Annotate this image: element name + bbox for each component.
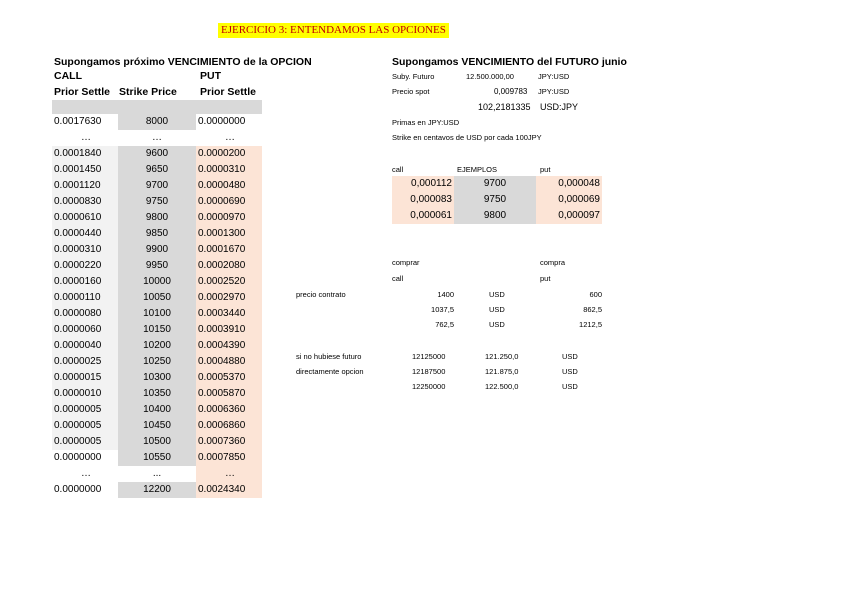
- contract-put-value: 600: [589, 290, 602, 299]
- call-cell: 0.0001450: [52, 162, 118, 178]
- put-label: PUT: [200, 70, 221, 82]
- example-put-cell: 0,000097: [536, 208, 602, 224]
- strike-cell: 10000: [118, 274, 196, 290]
- put-cell: 0.0003910: [196, 322, 262, 338]
- table-row: [52, 482, 262, 498]
- table-row: [52, 210, 262, 226]
- table-row: [392, 176, 602, 192]
- left-heading: Supongamos próximo VENCIMIENTO de la OPCION: [54, 56, 312, 68]
- sin-futuro-label: si no hubiese futuro: [296, 352, 362, 361]
- put-cell: 0.0024340: [196, 482, 262, 498]
- table-row: [52, 114, 262, 130]
- options-table: [52, 100, 262, 498]
- table-row: [392, 208, 602, 224]
- strike-cell: 10250: [118, 354, 196, 370]
- call-cell: 0.0017630: [52, 114, 118, 130]
- put-cell: 0.0007850: [196, 450, 262, 466]
- call-cell: 0.0000010: [52, 386, 118, 402]
- suby-unit: JPY:USD: [538, 72, 570, 81]
- direct-usd-value: 121.875,0: [485, 367, 519, 376]
- contract-unit: USD: [489, 305, 505, 314]
- call-cell: 0.0000005: [52, 434, 118, 450]
- direct-jpy-value: 12125000: [412, 352, 446, 361]
- strike-note: Strike en centavos de USD por cada 100JPY: [392, 133, 542, 142]
- spot-inverse-unit: USD:JPY: [540, 102, 579, 112]
- table-row: [52, 162, 262, 178]
- call-cell: …: [52, 466, 118, 482]
- put-cell: 0.0000690: [196, 194, 262, 210]
- put-cell: 0.0002080: [196, 258, 262, 274]
- strike-cell: 8000: [118, 114, 196, 130]
- put-cell: …: [196, 466, 262, 482]
- put-cell: 0.0004390: [196, 338, 262, 354]
- example-call-cell: 0,000083: [392, 192, 454, 208]
- call-cell: 0.0000110: [52, 290, 118, 306]
- put-cell: 0.0006360: [196, 402, 262, 418]
- strike-cell: 10550: [118, 450, 196, 466]
- call-cell: 0.0000005: [52, 402, 118, 418]
- col-strike-header: Strike Price: [119, 86, 177, 98]
- table-row: [52, 242, 262, 258]
- strike-cell: 10450: [118, 418, 196, 434]
- table-row: [52, 178, 262, 194]
- spot-value: 0,009783: [494, 87, 528, 96]
- direct-usd-value: 121.250,0: [485, 352, 519, 361]
- put-cell: 0.0006860: [196, 418, 262, 434]
- contract-put-value: 862,5: [583, 305, 602, 314]
- put-cell: 0.0002520: [196, 274, 262, 290]
- table-spacer-row: [52, 100, 262, 114]
- precio-contrato-label: precio contrato: [296, 290, 346, 299]
- table-row: [52, 146, 262, 162]
- examples-title: EJEMPLOS: [457, 165, 498, 174]
- call-cell: 0.0000060: [52, 322, 118, 338]
- examples-call-label: call: [392, 165, 404, 174]
- example-put-cell: 0,000048: [536, 176, 602, 192]
- strike-cell: 9850: [118, 226, 196, 242]
- strike-cell: 10500: [118, 434, 196, 450]
- table-row: [52, 338, 262, 354]
- example-put-cell: 0,000069: [536, 192, 602, 208]
- contract-call-value: 1400: [437, 290, 454, 299]
- call-cell: 0.0000830: [52, 194, 118, 210]
- strike-cell: 10300: [118, 370, 196, 386]
- call-cell: 0.0000000: [52, 450, 118, 466]
- table-row: [52, 194, 262, 210]
- put-cell: 0.0000200: [196, 146, 262, 162]
- strike-cell: 10150: [118, 322, 196, 338]
- put-cell: 0.0001670: [196, 242, 262, 258]
- table-row: [52, 450, 262, 466]
- call-cell: 0.0000160: [52, 274, 118, 290]
- example-call-cell: 0,000061: [392, 208, 454, 224]
- table-row: [52, 274, 262, 290]
- strike-cell: …: [118, 130, 196, 146]
- table-row: [52, 370, 262, 386]
- call-cell: 0.0000040: [52, 338, 118, 354]
- spot-label: Precio spot: [392, 87, 430, 96]
- table-row: [52, 130, 262, 146]
- strike-cell: 10050: [118, 290, 196, 306]
- spot-inverse-value: 102,2181335: [478, 102, 531, 112]
- put-cell: 0.0003440: [196, 306, 262, 322]
- compra-label: compra: [540, 258, 566, 267]
- example-strike-cell: 9700: [454, 176, 536, 192]
- table-row: [52, 226, 262, 242]
- contract-put-value: 1212,5: [579, 320, 602, 329]
- call-cell: 0.0000025: [52, 354, 118, 370]
- primas-note: Primas en JPY:USD: [392, 118, 460, 127]
- examples-put-label: put: [540, 165, 551, 174]
- contract-unit: USD: [489, 290, 505, 299]
- strike-cell: 9600: [118, 146, 196, 162]
- example-strike-cell: 9750: [454, 192, 536, 208]
- call-cell: 0.0001120: [52, 178, 118, 194]
- strike-cell: 9900: [118, 242, 196, 258]
- col-put-header: Prior Settle: [200, 86, 257, 98]
- put-cell: 0.0000310: [196, 162, 262, 178]
- direct-unit: USD: [562, 382, 578, 391]
- suby-value: 12.500.000,00: [466, 72, 514, 81]
- call-cell: 0.0000440: [52, 226, 118, 242]
- comprar-label: comprar: [392, 258, 420, 267]
- put-cell: 0.0005370: [196, 370, 262, 386]
- strike-cell: 9700: [118, 178, 196, 194]
- call-cell: 0.0000005: [52, 418, 118, 434]
- call-cell: 0.0001840: [52, 146, 118, 162]
- direct-unit: USD: [562, 367, 578, 376]
- put-cell: 0.0000000: [196, 114, 262, 130]
- direct-unit: USD: [562, 352, 578, 361]
- call-cell: 0.0000080: [52, 306, 118, 322]
- table-row: [52, 402, 262, 418]
- put-cell: 0.0000480: [196, 178, 262, 194]
- directamente-label: directamente opcion: [296, 367, 364, 376]
- table-row: [52, 386, 262, 402]
- put-cell: 0.0000970: [196, 210, 262, 226]
- call-word: call: [392, 274, 404, 283]
- contract-unit: USD: [489, 320, 505, 329]
- table-row: [52, 322, 262, 338]
- put-cell: 0.0007360: [196, 434, 262, 450]
- put-cell: 0.0005870: [196, 386, 262, 402]
- spot-unit: JPY:USD: [538, 87, 570, 96]
- call-cell: …: [52, 130, 118, 146]
- col-call-header: Prior Settle: [54, 86, 111, 98]
- call-cell: 0.0000000: [52, 482, 118, 498]
- strike-cell: 10400: [118, 402, 196, 418]
- contract-call-value: 1037,5: [431, 305, 454, 314]
- strike-cell: 9950: [118, 258, 196, 274]
- put-cell: 0.0004880: [196, 354, 262, 370]
- direct-jpy-value: 12187500: [412, 367, 446, 376]
- suby-label: Suby. Futuro: [392, 72, 435, 81]
- strike-cell: 9650: [118, 162, 196, 178]
- strike-cell: 10350: [118, 386, 196, 402]
- put-word: put: [540, 274, 551, 283]
- direct-jpy-value: 12250000: [412, 382, 446, 391]
- direct-usd-value: 122.500,0: [485, 382, 519, 391]
- call-cell: 0.0000220: [52, 258, 118, 274]
- table-row: [52, 434, 262, 450]
- strike-cell: 10200: [118, 338, 196, 354]
- strike-cell: 10100: [118, 306, 196, 322]
- table-row: [392, 192, 602, 208]
- call-cell: 0.0000310: [52, 242, 118, 258]
- example-strike-cell: 9800: [454, 208, 536, 224]
- strike-cell: 9750: [118, 194, 196, 210]
- table-row: [52, 290, 262, 306]
- put-cell: 0.0002970: [196, 290, 262, 306]
- put-cell: …: [196, 130, 262, 146]
- example-call-cell: 0,000112: [392, 176, 454, 192]
- strike-cell: 9800: [118, 210, 196, 226]
- contract-call-value: 762,5: [435, 320, 454, 329]
- table-row: [52, 306, 262, 322]
- right-heading: Supongamos VENCIMIENTO del FUTURO junio: [392, 56, 627, 68]
- strike-cell: ...: [118, 466, 196, 482]
- page-title: EJERCICIO 3: ENTENDAMOS LAS OPCIONES: [218, 23, 449, 38]
- table-row: [52, 258, 262, 274]
- examples-table: [392, 176, 602, 224]
- call-cell: 0.0000015: [52, 370, 118, 386]
- call-cell: 0.0000610: [52, 210, 118, 226]
- call-label: CALL: [54, 70, 82, 82]
- table-row: [52, 466, 262, 482]
- put-cell: 0.0001300: [196, 226, 262, 242]
- table-row: [52, 418, 262, 434]
- strike-cell: 12200: [118, 482, 196, 498]
- table-row: [52, 354, 262, 370]
